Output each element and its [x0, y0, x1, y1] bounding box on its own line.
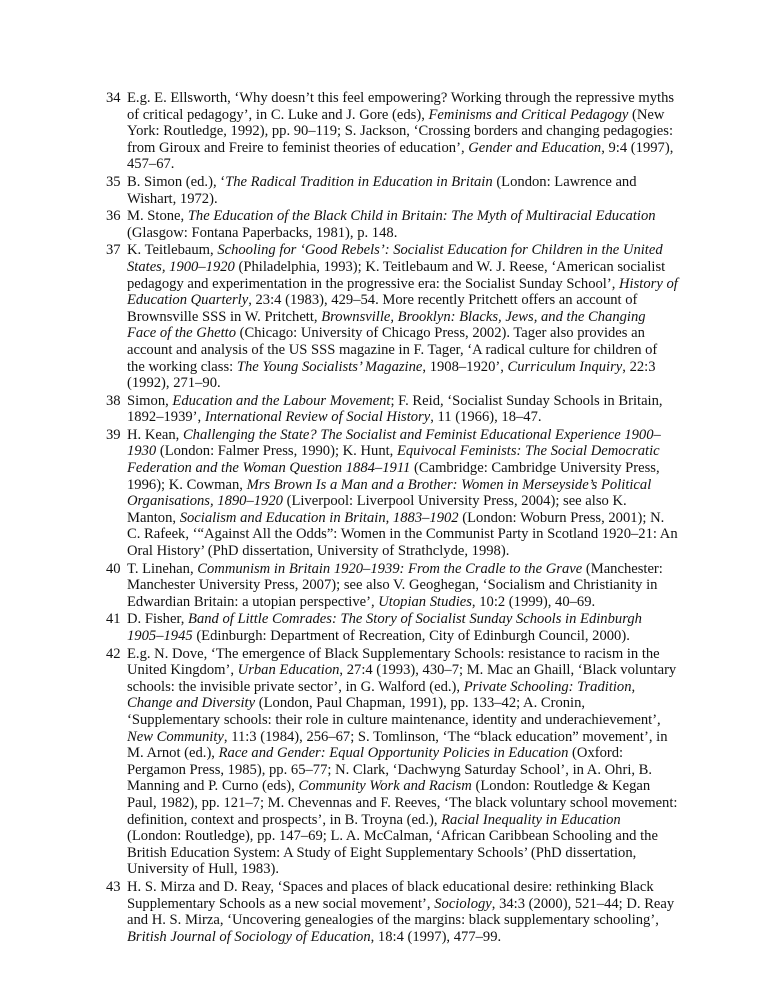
footnote-number: 42	[106, 645, 121, 662]
text-segment: , 34:3 (2000), 521–44; D. Reay and H. S. Mirza, ‘Uncovering genealogies of the margins: black supplementary schooling’,	[127, 895, 675, 929]
text-segment: , 22:3 (1992), 271–90.	[127, 358, 656, 392]
italic-title: Gender and Education	[468, 139, 602, 156]
footnote-number: 35	[106, 173, 121, 190]
footnote-41	[106, 611, 678, 644]
text-segment: (Cambridge: Cambridge University Press, 1996); K. Cowman,	[127, 460, 660, 493]
text-segment: H. S. Mirza and D. Reay, ‘Spaces and places of black educational desire: rethinking Black Supplementary Schools as a new social movement’,	[127, 878, 654, 912]
footnote-42	[106, 646, 678, 878]
italic-title: New Community	[127, 728, 224, 745]
text-segment: , 11:3 (1984), 256–67; S. Tomlinson, ‘The “black education” movement’, in M. Arnot (ed.),	[127, 728, 668, 762]
italic-title: British Journal of Sociology of Education	[127, 928, 371, 945]
italic-title: Challenging the State? The Socialist and Feminist Educational Experience 1900–1930	[127, 426, 661, 460]
footnote-text	[127, 427, 678, 560]
footnote-text	[127, 90, 678, 173]
italic-title: Brownsville, Brooklyn: Blacks, Jews, and the Changing Face of the Ghetto	[127, 308, 646, 342]
italic-title: International Review of Social History	[204, 409, 431, 426]
text-segment: (Philadelphia, 1993); K. Teitlebaum and W. J. Reese, ‘American socialist pedagogy and experimentation in the progressive era: the Socialist Sunday School’,	[127, 258, 666, 292]
text-segment: H. Kean,	[127, 426, 183, 443]
text-segment: (Edinburgh: Department of Recreation, City of Edinburgh Council, 2000).	[192, 628, 630, 644]
italic-title: The Young Socialists’ Magazine	[236, 358, 423, 375]
footnote-38	[106, 393, 678, 426]
text-segment: (London: Routledge), pp. 147–69; L. A. McCalman, ‘African Caribbean Schooling and the British Education System: A Study of Eight Supplementary Schools’ (PhD dissertation, University of Hull, 1983).	[127, 828, 658, 878]
text-segment: (Manchester: Manchester University Press, 2007); see also V. Geoghegan, ‘Socialism and Christianity in Edwardian Britain: a utopian perspective’,	[127, 560, 663, 610]
text-segment: E.g. N. Dove, ‘The emergence of Black Supplementary Schools: resistance to racism in the United Kingdom’,	[127, 645, 660, 679]
italic-title: Sociology	[434, 895, 492, 912]
text-segment: , 9:4 (1997), 457–67.	[127, 139, 674, 173]
footnote-number: 36	[106, 208, 121, 225]
footnote-36	[106, 208, 678, 241]
text-segment: (Chicago: University of Chicago Press, 2002). Tager also provides an account and analysis of the US SSS magazine in F. Tager, ‘A radical culture for children of the working class:	[127, 325, 658, 375]
text-segment: , 1908–1920’,	[422, 358, 508, 375]
text-segment: (Glasgow: Fontana Paperbacks, 1981), p. 148.	[127, 224, 398, 241]
text-segment: (Liverpool: Liverpool University Press, 2004); see also K. Manton,	[127, 493, 627, 526]
footnote-text	[127, 646, 678, 878]
footnote-number: 43	[106, 878, 121, 895]
italic-title: Community Work and Racism	[298, 778, 472, 795]
italic-title: History of Education Quarterly	[127, 275, 678, 309]
italic-title: Feminisms and Critical Pedagogy	[428, 106, 629, 123]
text-segment: (London, Paul Chapman, 1991), pp. 133–42; A. Cronin, ‘Supplementary schools: their role in culture maintenance, identity and underachievement’,	[127, 695, 661, 728]
text-segment: (New York: Routledge, 1992), pp. 90–119; S. Jackson, ‘Crossing borders and changing pedagogies: from Giroux and Freire to feminist theories of education’,	[127, 106, 673, 156]
italic-title: Education and the Labour Movement	[172, 392, 391, 409]
footnote-text	[127, 393, 678, 426]
text-segment: D. Fisher,	[127, 611, 189, 628]
italic-title: Private Schooling: Tradition, Change and Diversity	[127, 678, 636, 712]
footnote-text	[127, 208, 678, 241]
italic-title: Mrs Brown Is a Man and a Brother: Women in Merseyside’s Political Organisations, 1890–1920	[127, 476, 652, 510]
footnote-number: 40	[106, 560, 121, 577]
footnote-number: 34	[106, 90, 121, 106]
italic-title: Utopian Studies	[378, 593, 472, 610]
footnote-39	[106, 427, 678, 560]
text-segment: Simon,	[127, 392, 173, 409]
footnote-text	[127, 611, 678, 644]
footnote-43	[106, 879, 678, 945]
italic-title: Band of Little Comrades: The Story of Socialist Sunday Schools in Edinburgh 1905–1945	[127, 611, 642, 644]
text-segment: , 18:4 (1997), 477–99.	[370, 928, 502, 945]
text-segment: (London: Woburn Press, 2001); N. C. Rafeek, ‘“Against All the Odds”: Women in the Communist Party in Scotland 1920–21: An Oral History’ (PhD dissertation, University of Strathclyde, 1998).	[127, 509, 678, 560]
footnote-number: 37	[106, 242, 121, 259]
footnote-number: 39	[106, 426, 121, 443]
text-segment: , 11 (1966), 18–47.	[430, 409, 542, 426]
italic-title: Racial Inequality in Education	[441, 811, 621, 828]
text-segment: T. Linehan,	[127, 560, 198, 577]
italic-title: Race and Gender: Equal Opportunity Policies in Education	[218, 745, 569, 762]
italic-title: Equivocal Feminists: The Social Democratic Federation and the Woman Question 1884–1911	[127, 443, 660, 477]
italic-title: The Radical Tradition in Education in Britain	[225, 173, 493, 190]
footnote-40	[106, 561, 678, 611]
text-segment: (London: Falmer Press, 1990); K. Hunt,	[156, 443, 397, 460]
text-segment: (Oxford: Pergamon Press, 1985), pp. 65–77; N. Clark, ‘Dachwyng Saturday School’, in A. Ohri, B. Manning and P. Curno (eds),	[127, 745, 653, 795]
text-segment: B. Simon (ed.), ‘	[127, 173, 226, 190]
text-segment: (London: Lawrence and Wishart, 1972).	[127, 173, 637, 207]
text-segment: , 10:2 (1999), 40–69.	[471, 593, 596, 610]
footnote-text	[127, 242, 678, 391]
footnote-text	[127, 879, 678, 945]
footnote-text	[127, 561, 678, 611]
footnote-number: 38	[106, 392, 121, 409]
text-segment: K. Teitlebaum,	[127, 242, 218, 259]
text-segment: ; F. Reid, ‘Socialist Sunday Schools in Britain, 1892–1939’,	[127, 392, 663, 426]
italic-title: Socialism and Education in Britain, 1883–1902	[179, 509, 459, 526]
footnote-34	[106, 90, 678, 173]
footnote-number: 41	[106, 611, 121, 628]
italic-title: Curriculum Inquiry	[507, 358, 623, 375]
footnote-text	[127, 174, 678, 207]
text-segment: , 27:4 (1993), 430–7; M. Mac an Ghaill, ‘Black voluntary schools: the invisible private sector’, in G. Walford (ed.),	[127, 662, 677, 695]
footnote-35	[106, 174, 678, 207]
italic-title: Schooling for ‘Good Rebels’: Socialist Education for Children in the United States, 1900–1920	[127, 242, 663, 275]
footnote-list	[106, 90, 678, 946]
text-segment: (London: Routledge & Kegan Paul, 1982), pp. 121–7; M. Chevennas and F. Reeves, ‘The black voluntary school movement: definition, context and prospects’, in B. Troyna (ed.),	[127, 778, 678, 828]
italic-title: The Education of the Black Child in Britain: The Myth of Multiracial Education	[187, 208, 656, 225]
italic-title: Communism in Britain 1920–1939: From the Cradle to the Grave	[197, 560, 583, 577]
text-segment: M. Stone,	[127, 208, 188, 225]
footnote-37	[106, 242, 678, 391]
italic-title: Urban Education	[237, 662, 340, 679]
text-segment: , 23:4 (1983), 429–54. More recently Pritchett offers an account of Brownsville SSS in W. Pritchett,	[127, 292, 638, 325]
text-segment: E.g. E. Ellsworth, ‘Why doesn’t this feel empowering? Working through the repressive myths of critical pedagogy’, in C. Luke and J. Gore (eds),	[127, 90, 675, 123]
